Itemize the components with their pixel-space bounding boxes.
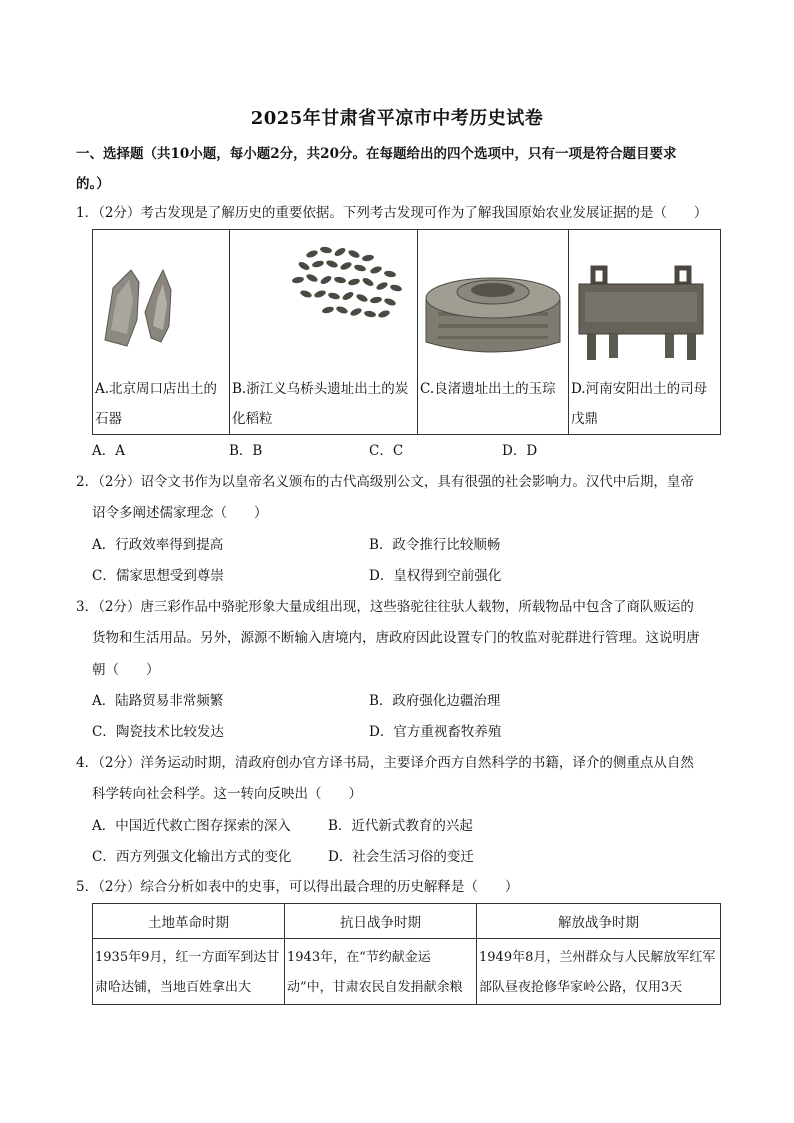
q1-cell-b [230,230,418,435]
q1-option-b[interactable]: B．B [229,443,263,459]
q5-cell-1935: 1935年9月，红一方面军到达甘肃哈达铺，当地百姓拿出大 [93,939,285,1005]
carbonized-rice-image [230,230,417,370]
q4-option-d[interactable]: D．社会生活习俗的变迁 [328,849,474,865]
q1-stem: 1．（2分）考古发现是了解历史的重要依据。下列考古发现可作为了解我国原始农业发展证据的是（ ） [76,205,708,221]
q5-cell-1949: 1949年8月，兰州群众与人民解放军红军部队昼夜抢修华家岭公路，仅用3天 [477,939,721,1005]
q5-cell-1943: 1943年，在“节约献金运动”中，甘肃农民自发捐献余粮 [285,939,477,1005]
q1-cell-c [418,230,569,435]
q3-option-a[interactable]: A．陆路贸易非常频繁 [92,693,224,709]
q3-stem-line1: 3．（2分）唐三彩作品中骆驼形象大量成组出现，这些骆驼往往驮人载物，所载物品中包含了商队贩运的 [76,599,694,615]
q1-option-a[interactable]: A．A [92,443,125,459]
q1-cell-d [569,230,721,435]
jade-cong-image [418,230,568,370]
page-title: 2025年甘肃省平凉市中考历史试卷 [250,108,544,129]
q3-option-d[interactable]: D．官方重视畜牧养殖 [369,724,502,740]
q3-stem-line3: 朝（ ） [92,662,160,678]
q5-stem: 5．（2分）综合分析如表中的史事，可以得出最合理的历史解释是（ ） [76,879,519,895]
rice-grains-icon [230,230,417,370]
q5-header-land-revolution: 土地革命时期 [93,904,285,939]
q1-cell-a [93,230,230,435]
q1-option-c[interactable]: C．C [369,443,404,459]
q4-stem-line1: 4．（2分）洋务运动时期，清政府创办官方译书局，主要译介西方自然科学的书籍，译介的侧重点从自然 [76,755,694,771]
q3-stem-line2: 货物和生活用品。另外，源源不断输入唐境内，唐政府因此设置专门的牧监对驼群进行管理。这说明唐 [92,630,700,646]
q2-option-c[interactable]: C．儒家思想受到尊崇 [92,568,224,584]
section-heading-line1: 一、选择题（共10小题，每小题2分，共20分。在每题给出的四个选项中，只有一项是符合题目要求 [76,146,677,162]
q4-option-a[interactable]: A．中国近代救亡图存探索的深入 [92,818,291,834]
q1-caption-b: B.浙江义乌桥头遗址出土的炭化稻粒 [232,381,409,427]
q2-option-d[interactable]: D．皇权得到空前强化 [369,568,502,584]
stone-tools-icon [93,230,229,370]
section-heading-line2: 的。） [76,176,110,192]
q3-option-c[interactable]: C．陶瓷技术比较发达 [92,724,224,740]
q5-header-liberation-war: 解放战争时期 [477,904,721,939]
q3-option-b[interactable]: B．政府强化边疆治理 [369,693,501,709]
q5-history-table [92,903,721,1005]
q2-stem-line2: 诏令多阐述儒家理念（ ） [92,505,268,521]
stone-tools-image [93,230,229,370]
q5-header-anti-japanese-war: 抗日战争时期 [285,904,477,939]
q4-option-b[interactable]: B．近代新式教育的兴起 [328,818,473,834]
q1-caption-c: C.良渚遗址出土的玉琮 [420,381,556,397]
bronze-ding-icon [569,230,720,370]
q2-stem-line1: 2．（2分）诏令文书作为以皇帝名义颁布的古代高级别公文，具有很强的社会影响力。汉代中后期，皇帝 [76,474,694,490]
q2-option-a[interactable]: A．行政效率得到提高 [92,537,224,553]
q4-stem-line2: 科学转向社会科学。这一转向反映出（ ） [92,786,362,802]
q1-caption-a: A.北京周口店出土的石器 [95,381,218,427]
q1-image-table [92,229,721,435]
jade-cong-icon [418,230,568,370]
q4-option-c[interactable]: C．西方列强文化输出方式的变化 [92,849,292,865]
q1-option-d[interactable]: D．D [502,443,538,459]
simuwu-ding-image [569,230,720,370]
q2-option-b[interactable]: B．政令推行比较顺畅 [369,537,501,553]
q1-caption-d: D.河南安阳出土的司母戊鼎 [571,381,708,427]
